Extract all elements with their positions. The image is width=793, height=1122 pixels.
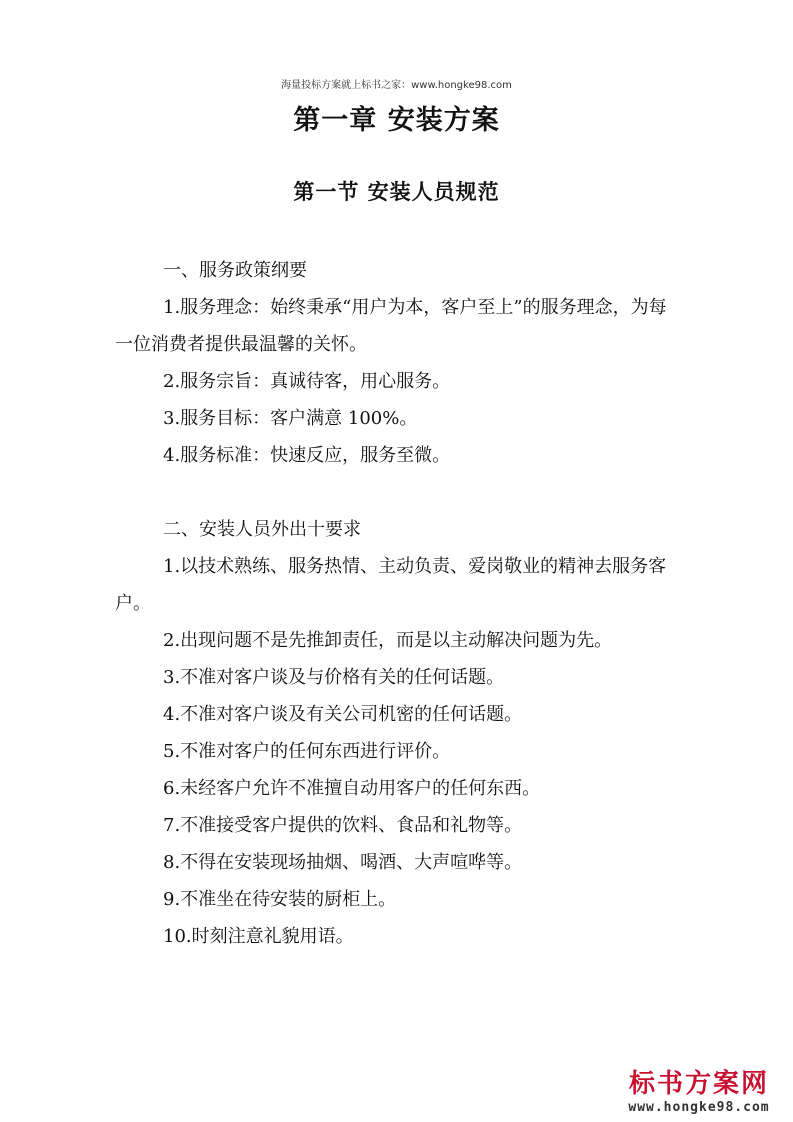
part2-item-10: 10.时刻注意礼貌用语。 (163, 926, 354, 947)
part2-item-9: 9.不准坐在待安装的厨柜上。 (163, 889, 397, 910)
chapter-title: 第一章 安装方案 (293, 105, 500, 136)
section-gap (115, 474, 680, 511)
part2-item-1: 1.以技术熟练、服务热情、主动负责、爱岗敬业的精神去服务客户。 (115, 556, 667, 614)
part2-item-6: 6.未经客户允许不准擅自动用客户的任何东西。 (163, 778, 541, 799)
part2-item-3: 3.不准对客户谈及与价格有关的任何话题。 (163, 667, 505, 688)
watermark-url: www.hongke98.com (628, 1100, 770, 1115)
watermark-name: 标书方案网 (628, 1069, 769, 1099)
header-note: 海量投标方案就上标书之家：www.hongke98.com (281, 80, 512, 91)
part1-item-1: 1.服务理念：始终秉承“用户为本，客户至上”的服务理念，为每一位消费者提供最温馨的关怀。 (115, 297, 667, 355)
section-title: 第一节 安装人员规范 (293, 180, 500, 204)
part1-item-2: 2.服务宗旨：真诚待客，用心服务。 (163, 371, 451, 392)
part1-heading: 一、服务政策纲要 (163, 260, 307, 281)
part2-item-4: 4.不准对客户谈及有关公司机密的任何话题。 (163, 704, 523, 725)
part2-item-2: 2.出现问题不是先推卸责任，而是以主动解决问题为先。 (163, 630, 613, 651)
part1-item-4: 4.服务标准：快速反应，服务至微。 (163, 445, 451, 466)
part1-item-3: 3.服务目标：客户满意 100%。 (163, 408, 418, 429)
part2-item-5: 5.不准对客户的任何东西进行评价。 (163, 741, 451, 762)
part2-item-8: 8.不得在安装现场抽烟、喝酒、大声喧哗等。 (163, 852, 523, 873)
site-watermark (619, 1068, 779, 1116)
document-body (115, 252, 680, 955)
part2-heading: 二、安装人员外出十要求 (163, 519, 361, 540)
part2-item-7: 7.不准接受客户提供的饮料、食品和礼物等。 (163, 815, 523, 836)
